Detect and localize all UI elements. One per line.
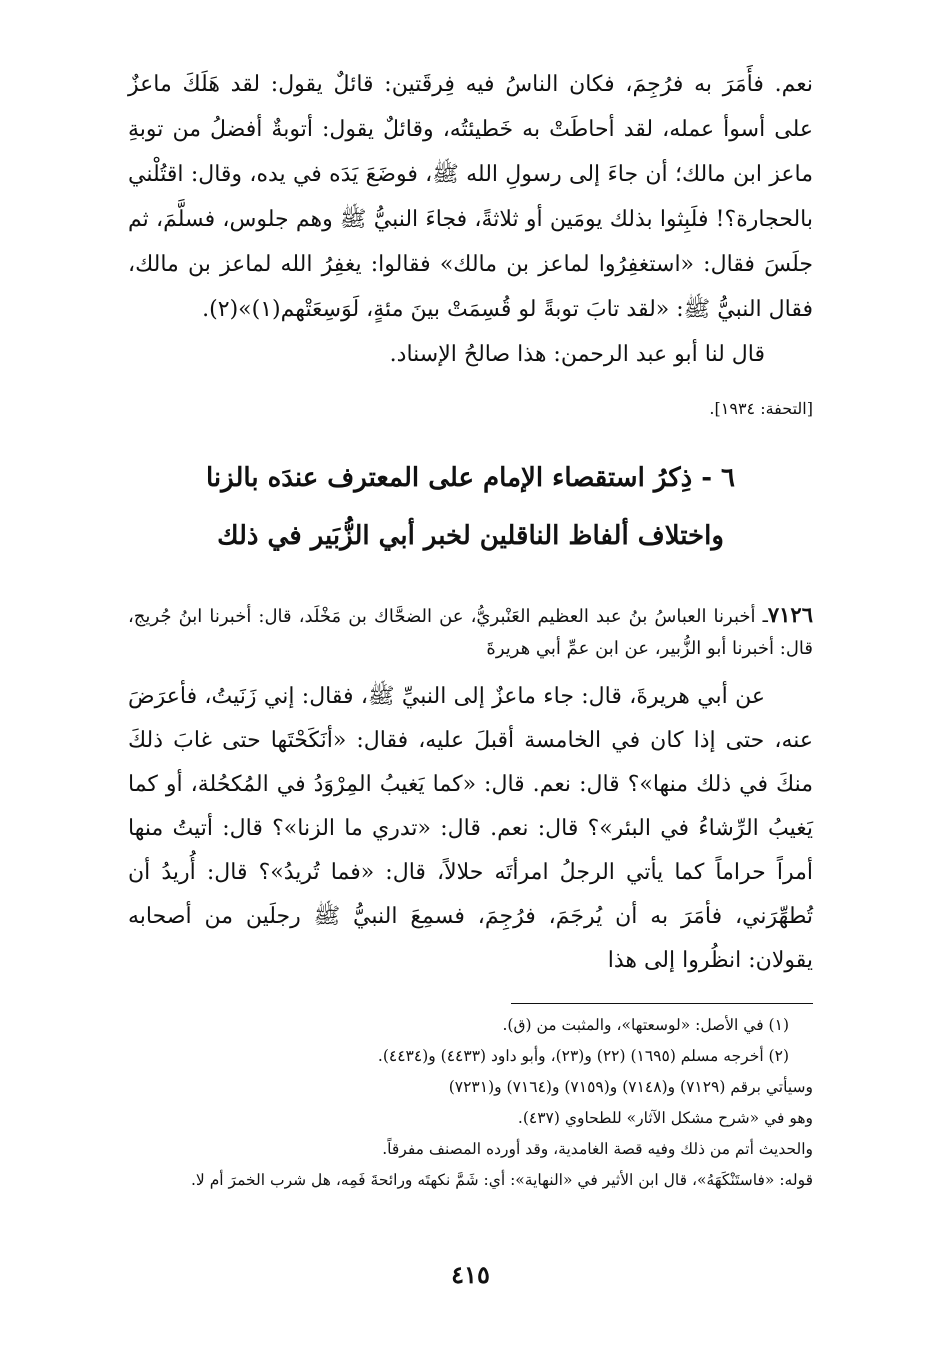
chapter-heading <box>128 449 813 565</box>
hadith-isnad: أخبرنا العباسُ بنُ عبد العظيم العَنْبريُّ، عن الضحَّاك بن مَخْلَد، قال: أخبرنا ابنُ جُريج، قال: أخبرنا أبو الزُّبير، عن ابن عمِّ أبي هريرةَ <box>128 606 813 659</box>
page-number: ٤١٥ <box>451 1260 490 1289</box>
chapter-heading-line-1: ٦ - ذِكرُ استقصاء الإمام على المعترف عندَه بالزنا <box>205 463 736 493</box>
footnote-2-continuation-3: والحديث أتم من ذلك وفيه قصة الغامدية، وقد أورده المصنف مفرقاً. <box>382 1140 813 1158</box>
footnotes <box>128 1010 813 1196</box>
footnote-2-continuation-1: وسيأتي برقم (٧١٢٩) و(٧١٤٨) و(٧١٥٩) و(٧١٦٤) و(٧٢٣١) <box>448 1078 813 1096</box>
footnote-1: (١) في الأصل: «لوسعتها»، والمثبت من (ق). <box>502 1016 789 1034</box>
hadith-number: ٧١٢٦ <box>767 602 813 627</box>
footnote-separator <box>511 1003 813 1004</box>
closing-line: قال لنا أبو عبد الرحمن: هذا صالحُ الإسناد. <box>389 342 765 367</box>
footnote-2: (٢) أخرجه مسلم (١٦٩٥) (٢٢) و(٢٣)، وأبو داود (٤٤٣٣) و(٤٤٣٤). <box>377 1047 789 1065</box>
hadith-isnad-paragraph: ٧١٢٦ـ أخبرنا العباسُ بنُ عبد العظيم العَنْبريُّ، عن الضحَّاك بن مَخْلَد، قال: أخبرنا ابنُ جُريج، قال: أخبرنا أبو الزُّبير، عن ابن عمِّ أبي هريرةَ <box>128 602 813 659</box>
top-paragraph: نعم. فأَمَرَ به فرُجِمَ، فكان الناسُ فيه فِرقَتين: قائلٌ يقول: لقد هَلَكَ ماعزٌ على أسوأ عمله، لقد أحاطَتْ به خَطيئتُه، وقائلٌ يقول: أتوبةٌ أفضلُ من توبةِ ماعز ابن مالك؛ أن جاءَ إلى رسولِ الله ﷺ، فوضَعَ يَدَه في يده، وقال: اقتُلْني بالحجارة؟! فلَبِثوا بذلك يومَين أو ثلاثةً، فجاءَ النبيُّ ﷺ وهم جلوس، فسلَّمَ، ثم جلَسَ فقال: «استغفِرُوا لماعز بن مالك» فقالوا: يغفِرُ الله لماعز بن مالك، فقال النبيُّ ﷺ: «لقد تابَ توبةً لو قُسِمَتْ بينَ مئةٍ، لَوَسِعَتْهم(١)»(٢). <box>128 72 814 322</box>
footnote-2-continuation-2: وهو في «شرح مشكل الآثار» للطحاوي (٤٣٧). <box>517 1109 813 1127</box>
book-page <box>128 62 813 1362</box>
top-paragraph-block <box>128 62 813 377</box>
footnote-2-continuation-4: قوله: «فاستَنْكَهَهُ»، قال ابن الأثير في «النهاية»: أي: شَمَّ نكهتَه ورائحةَ فَمِه، هل شرب الخمرَ أم لا. <box>191 1171 813 1189</box>
hadith-matn-paragraph <box>128 675 813 983</box>
hadith-matn: عن أبي هريرةَ، قال: جاء ماعزٌ إلى النبيِّ ﷺ، فقال: إني زَنَيتُ، فأعرَضَ عنه، حتى إذا كان في الخامسة أقبلَ عليه، فقال: «أنَكَحْتَها حتى غابَ ذلكَ منكَ في ذلك منها»؟ قال: نعم. قال: «كما يَغيبُ المِرْوَدُ في المُكحُلة، أو كما يَغيبُ الرِّشاءُ في البئر»؟ قال: نعم. قال: «تدري ما الزنا»؟ قال: أتيتُ منها أمراً حراماً كما يأتي الرجلُ امرأتَه حلالاً، قال: «فما تُريدُ»؟ قال: أُريدُ أن تُطهِّرَني، فأمَرَ به أن يُرجَمَ، فرُجِمَ، فسمِعَ النبيُّ ﷺ رجلَين من أصحابه يقولان: انظُروا إلى هذا <box>128 684 813 973</box>
tuhfa-reference: [التحفة: ١٩٣٤]. <box>709 399 813 418</box>
chapter-heading-line-2: واختلاف ألفاظ الناقلين لخبر أبي الزُّبَير في ذلك <box>217 521 724 551</box>
